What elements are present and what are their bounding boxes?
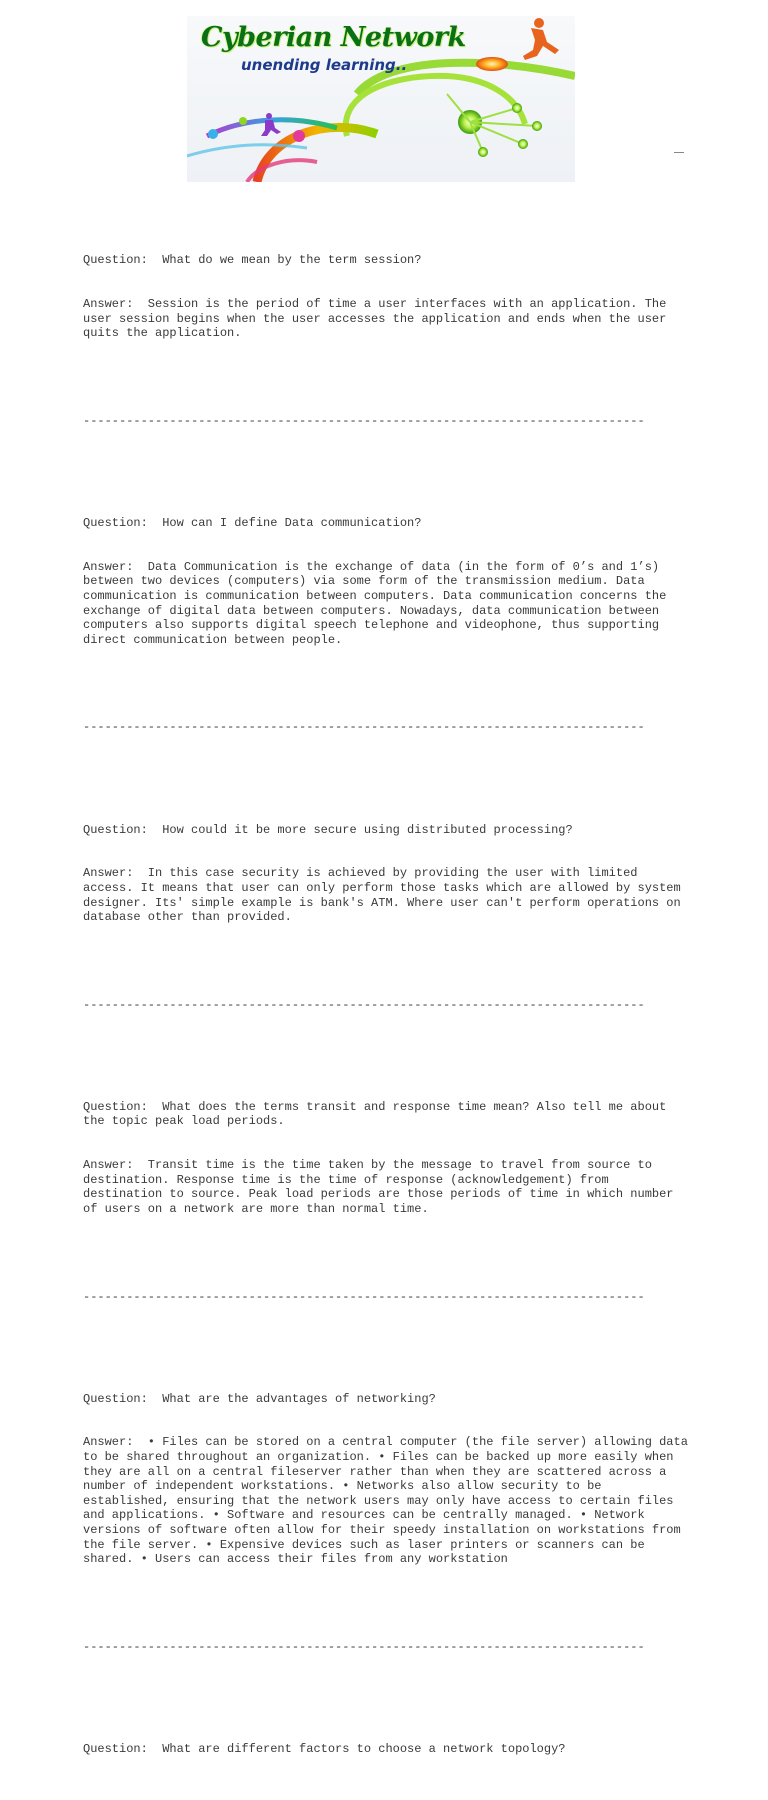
separator-line: ------------------------------------------------------------------------------ <box>83 1639 645 1654</box>
question-text: Question: What are different factors to choose a network topology? <box>83 1741 566 1756</box>
question-text: Question: How could it be more secure using distributed processing? <box>83 822 573 837</box>
header-banner <box>187 16 575 182</box>
qa-item <box>83 1363 696 1597</box>
question-text: Question: What does the terms transit and response time mean? Also tell me about the topic peak load periods. <box>83 1099 674 1129</box>
question-text: Question: What do we mean by the term session? <box>83 253 422 268</box>
separator-line: ------------------------------------------------------------------------------ <box>83 997 645 1012</box>
brand-title: Cyberian Network <box>201 22 466 53</box>
qa-content <box>83 195 696 1800</box>
qa-item <box>83 1071 693 1246</box>
small-runner-figure <box>261 113 281 136</box>
answer-text: Answer: Data Communication is the exchange of data (in the form of 0’s and 1’s) between two devices (computers) via some form of the transmission medium. Data communication is communication between computers. Data communication concerns the exchange of digital data between computers. Nowadays, data communication between computers also supports digital speech telephone and videophone, thus supporting direct communication between people. <box>83 559 674 647</box>
question-text: Question: What are the advantages of networking? <box>83 1391 436 1406</box>
brand-tagline: unending learning.. <box>241 56 408 74</box>
answer-text: Answer: Session is the period of time a user interfaces with an application. The user session begins when the user accesses the application and ends when the user quits the application. <box>83 297 674 341</box>
qa-item <box>83 793 693 954</box>
separator-line: ------------------------------------------------------------------------------ <box>83 1289 645 1304</box>
separator-line: ------------------------------------------------------------------------------ <box>83 720 645 735</box>
orange-arc <box>257 127 377 182</box>
separator-line: ------------------------------------------------------------------------------ <box>83 413 645 428</box>
runner-figure <box>523 18 559 60</box>
qa-item <box>83 487 693 677</box>
answer-text: Answer: In this case security is achieved by providing the user with limited access. It means that user can only perform those tasks which are allowed by system designer. Its' simple example is bank's ATM. Where user can't perform operations on database other than provided. <box>83 866 688 925</box>
qa-item <box>83 1713 693 1786</box>
answer-text: Answer: • Files can be stored on a central computer (the file server) allowing data to be shared throughout an organization. • Files can be backed up more easily when they are all on a central fileserver rather than when they are scattered across a number of independent workstations. • Networks also allow security to be established, ensuring that the network users may only have access to certain files and applications. • Software and resources can be centrally managed. • Network versions of software often allow for their speedy installation on workstations from the file server. • Expensive devices such as laser printers or scanners can be shared. • Users can access their files from any workstation <box>83 1435 696 1567</box>
corner-mark <box>674 152 684 153</box>
question-text: Question: How can I define Data communication? <box>83 516 422 531</box>
qa-item <box>83 224 693 370</box>
answer-text: Answer: Transit time is the time taken by the message to travel from source to destination. Response time is the time of response (acknowledgement) from destination to source. Peak load periods are those periods of time in which number of users on a network are more than normal time. <box>83 1158 681 1216</box>
